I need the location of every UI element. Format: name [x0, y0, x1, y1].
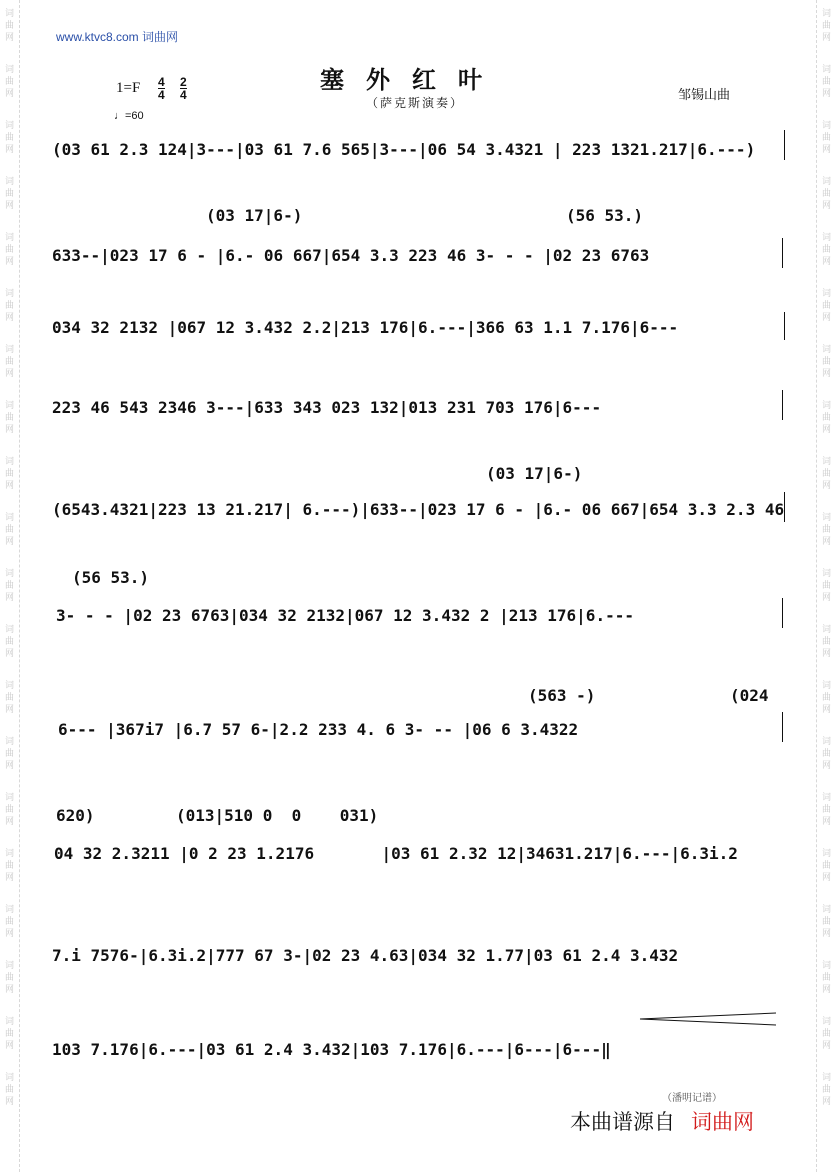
watermark-glyph: 词	[4, 849, 14, 859]
watermark-glyph: 曲	[821, 693, 831, 703]
barline-line-4	[782, 390, 783, 420]
watermark-glyph-block	[822, 960, 831, 996]
barline-line-3	[784, 312, 785, 340]
time-signature-4-4: 4 4	[158, 75, 165, 102]
transcriber-note: （潘明记谱）	[662, 1093, 722, 1104]
watermark-glyph-block	[5, 736, 14, 772]
watermark-glyph: 曲	[4, 301, 14, 311]
watermark-glyph: 网	[821, 705, 831, 715]
watermark-glyph: 词	[4, 233, 14, 243]
watermark-glyph: 网	[4, 537, 14, 547]
watermark-glyph: 词	[821, 401, 831, 411]
watermark-glyph-block	[822, 512, 831, 548]
key-signature: 1=F	[116, 80, 141, 96]
watermark-glyph: 网	[821, 929, 831, 939]
watermark-glyph-block	[822, 344, 831, 380]
barline-line-7	[782, 712, 783, 742]
watermark-glyph: 词	[821, 793, 831, 803]
watermark-glyph: 曲	[821, 413, 831, 423]
watermark-glyph-block	[822, 1072, 831, 1108]
score-line-1: (03 61 2.3 124|3---|03 61 7.6 565|3---|06 54 3.4321 | 223 1321.217|6.---)	[52, 140, 756, 159]
watermark-glyph: 词	[821, 345, 831, 355]
watermark-glyph-block	[5, 960, 14, 996]
score-line-6: 3- - - |02 23 6763|034 32 2132|067 12 3.432 2 |213 176|6.---	[56, 606, 634, 625]
watermark-glyph: 网	[4, 89, 14, 99]
watermark-glyph: 曲	[4, 525, 14, 535]
watermark-glyph: 曲	[4, 245, 14, 255]
watermark-glyph: 词	[4, 9, 14, 19]
watermark-glyph: 网	[4, 33, 14, 43]
watermark-glyph: 网	[821, 1097, 831, 1107]
score-line-9: 7.i 7576-|6.3i.2|777 67 3-|02 23 4.63|034 32 1.77|03 61 2.4 3.432	[52, 946, 679, 965]
watermark-glyph: 网	[4, 649, 14, 659]
watermark-glyph-block	[5, 512, 14, 548]
watermark-glyph: 曲	[821, 1029, 831, 1039]
watermark-glyph-block	[5, 792, 14, 828]
composer: 邹锡山曲	[678, 88, 731, 103]
watermark-glyph: 曲	[4, 1029, 14, 1039]
score-line-2: 633--|023 17 6 - |6.- 06 667|654 3.3 223 46 3- - - |02 23 6763	[52, 246, 650, 265]
watermark-glyph: 曲	[4, 917, 14, 927]
watermark-glyph: 网	[4, 705, 14, 715]
watermark-glyph: 词	[4, 625, 14, 635]
watermark-glyph: 网	[821, 201, 831, 211]
overlay-passage-3: (03 17|6-)	[486, 464, 583, 483]
watermark-glyph: 网	[821, 649, 831, 659]
watermark-glyph-block	[5, 176, 14, 212]
watermark-glyph: 曲	[821, 245, 831, 255]
watermark-glyph-block	[5, 904, 14, 940]
watermark-glyph: 曲	[4, 861, 14, 871]
watermark-glyph: 词	[4, 905, 14, 915]
watermark-glyph-block	[822, 400, 831, 436]
watermark-glyph: 词	[821, 9, 831, 19]
watermark-glyph: 词	[4, 121, 14, 131]
watermark-glyph: 网	[4, 985, 14, 995]
watermark-glyph: 网	[4, 313, 14, 323]
watermark-glyph: 曲	[4, 413, 14, 423]
watermark-glyph: 词	[4, 457, 14, 467]
score-line-7: 6--- |367i7 |6.7 57 6-|2.2 233 4. 6 3- -- |06 6 3.4322	[58, 720, 579, 739]
overlay-passage-1: (03 17|6-)	[206, 206, 303, 225]
watermark-glyph: 曲	[4, 469, 14, 479]
watermark-glyph-block	[822, 64, 831, 100]
overlay-passage-8: (013|510 0 0 031)	[176, 806, 379, 825]
score-line-4: 223 46 543 2346 3---|633 343 023 132|013 231 703 176|6---	[52, 398, 602, 417]
watermark-glyph: 曲	[821, 357, 831, 367]
barline-line-5	[784, 492, 785, 522]
watermark-glyph: 词	[4, 65, 14, 75]
watermark-glyph: 曲	[821, 973, 831, 983]
watermark-glyph-block	[5, 456, 14, 492]
watermark-glyph: 网	[821, 145, 831, 155]
watermark-glyph: 网	[4, 593, 14, 603]
watermark-glyph: 词	[821, 65, 831, 75]
watermark-glyph: 词	[4, 345, 14, 355]
watermark-glyph: 曲	[821, 301, 831, 311]
watermark-glyph: 网	[821, 537, 831, 547]
watermark-glyph: 词	[821, 849, 831, 859]
watermark-glyph-block	[5, 120, 14, 156]
watermark-glyph-block	[822, 904, 831, 940]
watermark-glyph: 网	[4, 873, 14, 883]
watermark-glyph: 网	[4, 761, 14, 771]
watermark-glyph: 曲	[821, 469, 831, 479]
score-line-8: 04 32 2.3211 |0 2 23 1.2176 |03 61 2.32 12|34631.217|6.---|6.3i.2	[54, 844, 738, 863]
watermark-glyph: 曲	[821, 77, 831, 87]
watermark-glyph-block	[5, 232, 14, 268]
watermark-glyph-block	[5, 624, 14, 660]
watermark-glyph: 曲	[821, 581, 831, 591]
watermark-glyph: 词	[821, 1017, 831, 1027]
watermark-glyph: 网	[4, 145, 14, 155]
watermark-glyph: 词	[821, 905, 831, 915]
watermark-glyph: 词	[821, 961, 831, 971]
overlay-passage-4: (56 53.)	[72, 568, 150, 587]
watermark-glyph: 网	[821, 481, 831, 491]
watermark-glyph: 词	[4, 513, 14, 523]
watermark-glyph: 曲	[4, 77, 14, 87]
watermark-glyph-block	[5, 64, 14, 100]
decrescendo-hairpin	[640, 1012, 780, 1026]
watermark-glyph-block	[822, 568, 831, 604]
watermark-glyph-block	[822, 736, 831, 772]
time-signature-2-4: 2 4	[180, 75, 187, 102]
watermark-glyph: 曲	[4, 973, 14, 983]
watermark-glyph: 曲	[4, 1085, 14, 1095]
watermark-glyph: 网	[821, 313, 831, 323]
watermark-glyph: 词	[4, 737, 14, 747]
watermark-glyph: 网	[4, 257, 14, 267]
watermark-glyph-block	[5, 1016, 14, 1052]
watermark-glyph-block	[822, 8, 831, 44]
watermark-glyph: 词	[4, 569, 14, 579]
watermark-glyph: 词	[821, 1073, 831, 1083]
watermark-glyph: 词	[821, 233, 831, 243]
watermark-glyph: 网	[821, 817, 831, 827]
watermark-glyph: 曲	[821, 1085, 831, 1095]
watermark-glyph: 网	[821, 761, 831, 771]
watermark-glyph: 曲	[821, 525, 831, 535]
watermark-glyph: 网	[821, 33, 831, 43]
watermark-glyph: 词	[4, 1017, 14, 1027]
watermark-glyph-block	[5, 848, 14, 884]
watermark-glyph: 词	[821, 457, 831, 467]
watermark-glyph: 网	[4, 929, 14, 939]
watermark-glyph: 词	[4, 681, 14, 691]
watermark-glyph: 词	[4, 1073, 14, 1083]
barline-line-6	[782, 598, 783, 628]
watermark-glyph-block	[822, 848, 831, 884]
page-title: 塞外红叶	[320, 65, 504, 94]
overlay-passage-6: (024	[730, 686, 769, 705]
watermark-glyph: 曲	[4, 21, 14, 31]
watermark-glyph: 网	[821, 1041, 831, 1051]
watermark-glyph: 网	[4, 1097, 14, 1107]
watermark-glyph: 词	[821, 625, 831, 635]
barline-line-2	[782, 238, 783, 268]
watermark-glyph-block	[822, 120, 831, 156]
watermark-glyph: 曲	[821, 133, 831, 143]
source-brand-link[interactable]: 词曲网	[691, 1110, 754, 1134]
watermark-glyph-block	[822, 680, 831, 716]
watermark-glyph-block	[5, 8, 14, 44]
watermark-glyph: 网	[821, 257, 831, 267]
watermark-glyph: 网	[4, 481, 14, 491]
tempo-marking: ♩=60	[114, 110, 144, 122]
barline-line-1	[784, 130, 785, 160]
watermark-glyph: 词	[821, 121, 831, 131]
watermark-glyph: 网	[4, 369, 14, 379]
watermark-glyph-block	[822, 288, 831, 324]
watermark-glyph: 词	[821, 177, 831, 187]
overlay-passage-7: 620)	[56, 806, 95, 825]
watermark-glyph: 曲	[821, 861, 831, 871]
watermark-glyph: 曲	[4, 581, 14, 591]
watermark-glyph-block	[5, 400, 14, 436]
watermark-glyph: 网	[821, 593, 831, 603]
watermark-glyph: 曲	[4, 693, 14, 703]
watermark-glyph-block	[5, 680, 14, 716]
watermark-glyph: 曲	[821, 189, 831, 199]
watermark-glyph: 曲	[821, 749, 831, 759]
watermark-glyph-block	[5, 344, 14, 380]
watermark-glyph: 曲	[4, 805, 14, 815]
watermark-glyph: 词	[821, 569, 831, 579]
watermark-glyph-block	[822, 176, 831, 212]
watermark-glyph-block	[822, 792, 831, 828]
watermark-glyph: 曲	[4, 749, 14, 759]
watermark-glyph: 曲	[4, 637, 14, 647]
overlay-passage-2: (56 53.)	[566, 206, 644, 225]
watermark-glyph: 网	[4, 1041, 14, 1051]
watermark-glyph: 网	[821, 369, 831, 379]
watermark-glyph: 词	[821, 681, 831, 691]
watermark-glyph: 曲	[4, 189, 14, 199]
watermark-glyph: 曲	[821, 805, 831, 815]
left-watermark-strip	[0, 0, 20, 1172]
watermark-glyph-block	[822, 456, 831, 492]
watermark-glyph: 词	[821, 737, 831, 747]
watermark-glyph: 词	[821, 513, 831, 523]
score-line-5: (6543.4321|223 13 21.217| 6.---)|633--|023 17 6 - |6.- 06 667|654 3.3 2.3 46	[52, 500, 785, 519]
watermark-glyph-block	[5, 1072, 14, 1108]
watermark-glyph: 词	[4, 793, 14, 803]
watermark-glyph: 曲	[4, 357, 14, 367]
source-credit	[570, 1106, 754, 1136]
watermark-glyph: 曲	[821, 21, 831, 31]
overlay-passage-5: (563 -)	[528, 686, 596, 705]
source-credit-text: 本曲谱源自	[570, 1110, 675, 1134]
watermark-glyph: 曲	[821, 637, 831, 647]
watermark-glyph: 词	[4, 961, 14, 971]
score-line-10: 103 7.176|6.---|03 61 2.4 3.432|103 7.176|6.---|6---|6---‖	[52, 1040, 611, 1059]
watermark-glyph: 网	[4, 425, 14, 435]
watermark-glyph: 曲	[821, 917, 831, 927]
score-line-3: 034 32 2132 |067 12 3.432 2.2|213 176|6.---|366 63 1.1 7.176|6---	[52, 318, 679, 337]
watermark-glyph: 词	[4, 177, 14, 187]
watermark-glyph: 网	[821, 89, 831, 99]
watermark-glyph: 曲	[4, 133, 14, 143]
watermark-glyph: 网	[4, 817, 14, 827]
watermark-url[interactable]: www.ktvc8.com 词曲网	[56, 30, 179, 44]
watermark-glyph-block	[822, 1016, 831, 1052]
watermark-glyph: 网	[4, 201, 14, 211]
watermark-glyph: 网	[821, 425, 831, 435]
watermark-glyph: 词	[4, 289, 14, 299]
right-watermark-strip	[816, 0, 836, 1172]
watermark-glyph: 词	[821, 289, 831, 299]
watermark-glyph-block	[5, 568, 14, 604]
watermark-glyph-block	[822, 624, 831, 660]
subtitle: （萨克斯演奏）	[366, 96, 465, 110]
watermark-glyph: 网	[821, 873, 831, 883]
watermark-glyph-block	[822, 232, 831, 268]
watermark-glyph: 网	[821, 985, 831, 995]
watermark-glyph: 词	[4, 401, 14, 411]
watermark-glyph-block	[5, 288, 14, 324]
